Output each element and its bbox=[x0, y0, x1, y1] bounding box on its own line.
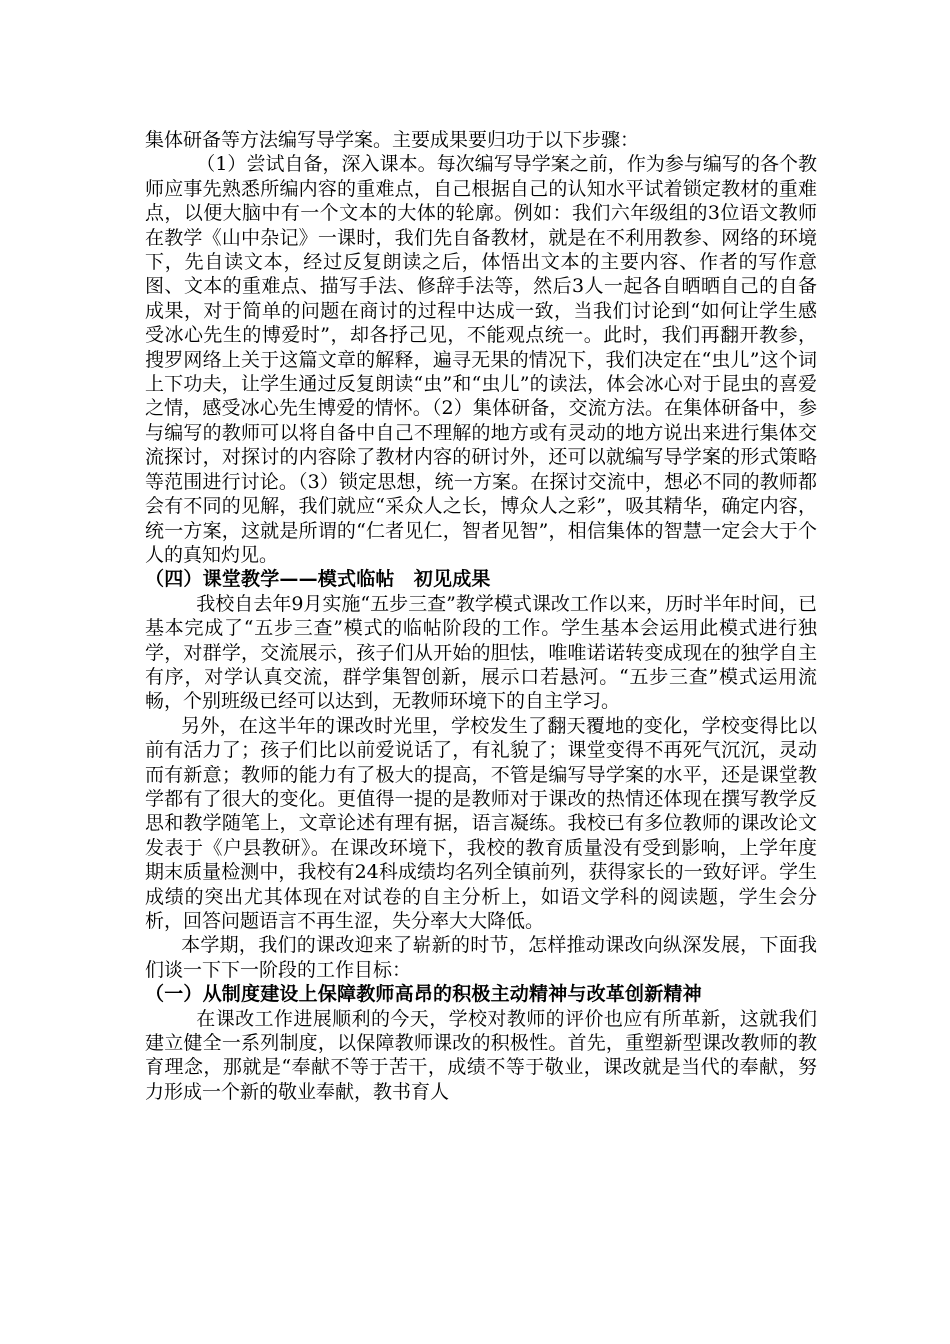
section-heading-system-building: （一）从制度建设上保障教师高昂的积极主动精神与改革创新精神 bbox=[145, 983, 702, 1006]
paragraph-teacher-evaluation: 在课改工作进展顺利的今天，学校对教师的评价也应有所革新，这就我们建立健全一系列制度，以保障教师课改的积极性。首先，重塑新型课改教师的教育理念，那就是“奉献不等于苦干，成绩不等于敬业，课改就是当代的奉献，努力形成一个新的敬业奉献，教书育人 bbox=[145, 1007, 817, 1103]
paragraph-model-progress: 我校自去年9月实施“五步三查”教学模式课改工作以来，历时半年时间，已基本完成了“五步三查”模式的临帖阶段的工作。学生基本会运用此模式进行独学，对群学，交流展示，孩子们从开始的胆怯，唯唯诺诺转变成现在的独学自主有序，对学认真交流，群学集智创新，展示口若悬河。“五步三查”模式运用流畅，个别班级已经可以达到，无教师环境下的自主学习。 bbox=[145, 592, 817, 713]
paragraph-this-semester: 本学期，我们的课改迎来了崭新的时节，怎样推动课改向纵深发展，下面我们谈一下下一阶段的工作目标： bbox=[145, 934, 817, 981]
document-body bbox=[145, 128, 817, 1104]
paragraph-intro: 集体研备等方法编写导学案。主要成果要归功于以下步骤： bbox=[145, 129, 640, 151]
section-heading-classroom-teaching: （四）课堂教学——模式临帖 初见成果 bbox=[145, 568, 491, 591]
paragraph-school-changes: 另外，在这半年的课改时光里，学校发生了翻天覆地的变化，学校变得比以前有活力了；孩子们比以前爱说话了，有礼貌了；课堂变得不再死气沉沉，灵动而有新意；教师的能力有了极大的提高，不管是编写导学案的水平，还是课堂教学都有了很大的变化。更值得一提的是教师对于课改的热情还体现在撰写教学反思和教学随笔上，文章论述有理有据，语言凝练。我校已有多位教师的课改论文发表于《户县教研》。在课改环境下，我校的教育质量没有受到影响，上学年度期末质量检测中，我校有24科成绩均名列全镇前列，获得家长的一致好评。学生成绩的突出尤其体现在对试卷的自主分析上，如语文学科的阅读题，学生会分析，回答问题语言不再生涩，失分率大大降低。 bbox=[145, 714, 817, 932]
paragraph-steps: （1）尝试自备，深入课本。每次编写导学案之前，作为参与编写的各个教师应事先熟悉所编内容的重难点，自己根据自己的认知水平试着锁定教材的重难点，以便大脑中有一个文本的大体的轮廓。例如：我们六年级组的3位语文教师在教学《山中杂记》一课时，我们先自备教材，就是在不利用教参、网络的环境下，先自读文本，经过反复朗读之后，体悟出文本的主要内容、作者的写作意图、文本的重难点、描写手法、修辞手法等，然后3人一起各自晒晒自己的自备成果，对于简单的问题在商讨的过程中达成一致，当我们讨论到“如何让学生感受冰心先生的博爱时”，却各抒己见，不能观点统一。此时，我们再翻开教参，搜罗网络上关于这篇文章的解释，遍寻无果的情况下，我们决定在“虫儿”这个词上下功夫，让学生通过反复朗读“虫”和“虫儿”的读法，体会冰心对于昆虫的喜爱之情，感受冰心先生博爱的情怀。（2）集体研备，交流方法。在集体研备中，参与编写的教师可以将自备中自己不理解的地方或有灵动的地方说出来进行集体交流探讨，对探讨的内容除了教材内容的研讨外，还可以就编写导学案的形式策略等范围进行讨论。（3）锁定思想，统一方案。在探讨交流中，想必不同的教师都会有不同的见解，我们就应“采众人之长，博众人之彩”，吸其精华，确定内容，统一方案，这就是所谓的“仁者见仁，智者见智”，相信集体的智慧一定会大于个人的真知灼见。 bbox=[145, 153, 817, 566]
